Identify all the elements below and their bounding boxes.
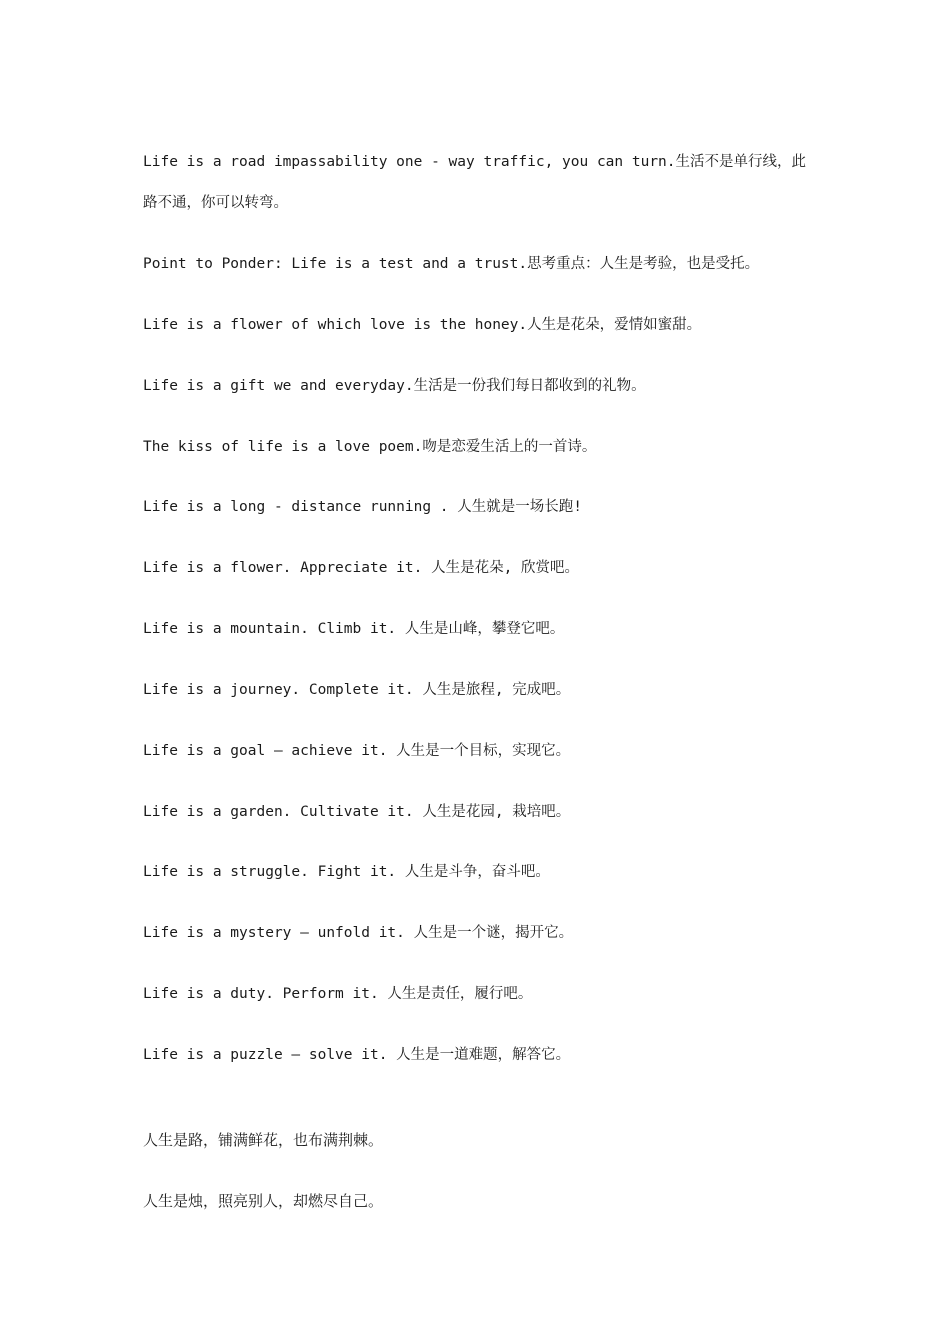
text-line-3: Life is a flower of which love is the honey.人生是花朵，爱情如蜜甜。 [143, 317, 702, 333]
text-line-7: Life is a flower. Appreciate it. 人生是花朵, 欣赏吧。 [143, 560, 580, 576]
text-line-15: Life is a puzzle — solve it. 人生是一道难题，解答它。 [143, 1047, 571, 1063]
text-line-11: Life is a garden. Cultivate it. 人生是花园, 栽培吧。 [143, 804, 571, 820]
text-line-16: 人生是路，铺满鲜花，也布满荆棘。 [143, 1131, 384, 1149]
text-line-14: Life is a duty. Perform it. 人生是责任，履行吧。 [143, 986, 533, 1002]
text-line-8: Life is a mountain. Climb it. 人生是山峰，攀登它吧。 [143, 621, 565, 637]
text-line-5: The kiss of life is a love poem.吻是恋爱生活上的一首诗。 [143, 439, 597, 455]
text-line-1-continuation: 路不通，你可以转弯。 [143, 195, 288, 211]
text-line-4: Life is a gift we and everyday.生活是一份我们每日都收到的礼物。 [143, 378, 646, 394]
text-line-12: Life is a struggle. Fight it. 人生是斗争，奋斗吧。 [143, 864, 550, 880]
text-line-13: Life is a mystery — unfold it. 人生是一个谜，揭开它。 [143, 925, 574, 941]
text-line-6: Life is a long - distance running . 人生就是一场长跑! [143, 499, 582, 515]
text-line-9: Life is a journey. Complete it. 人生是旅程, 完成吧。 [143, 682, 571, 698]
text-line-17: 人生是烛，照亮别人，却燃尽自己。 [143, 1192, 384, 1210]
text-line-2: Point to Ponder: Life is a test and a trust.思考重点：人生是考验，也是受托。 [143, 256, 760, 272]
text-line-1: Life is a road impassability one - way traffic, you can turn.生活不是单行线，此 [143, 154, 807, 170]
text-line-10: Life is a goal — achieve it. 人生是一个目标，实现它。 [143, 743, 571, 759]
